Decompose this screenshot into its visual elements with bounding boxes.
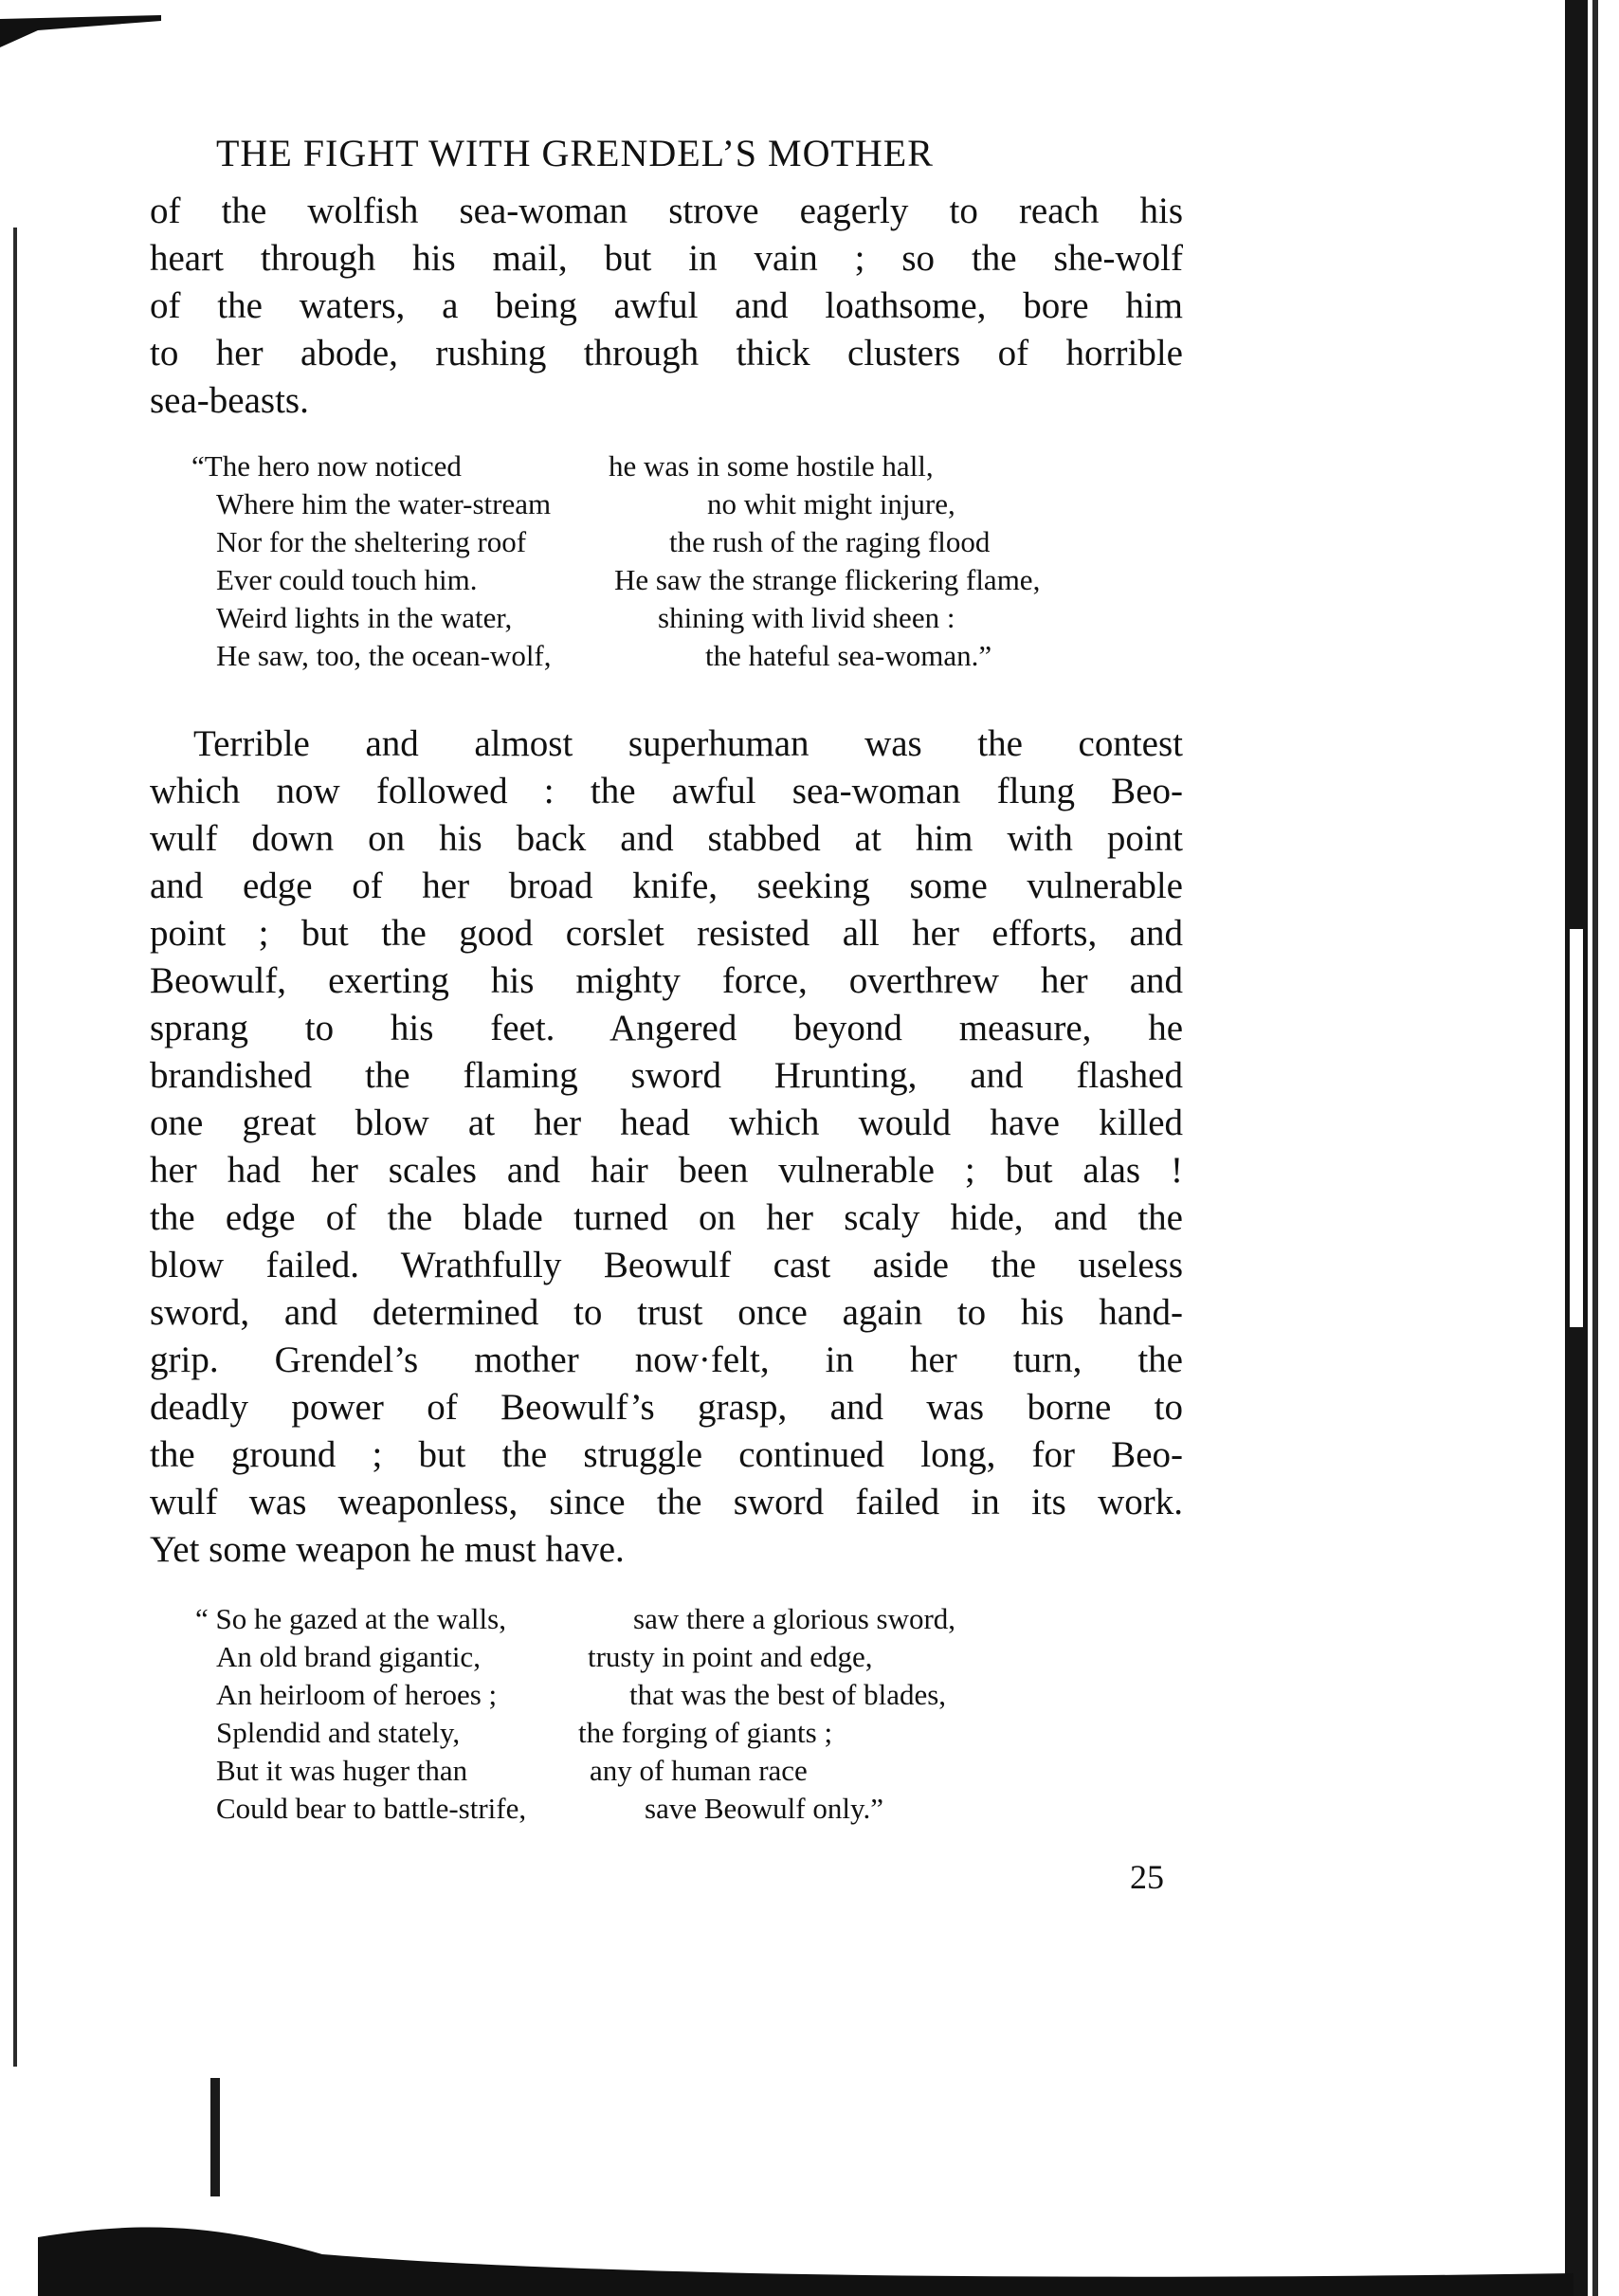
text-line: wulf was weaponless, since the sword failed in its work. (150, 1482, 1183, 1522)
verse-line (191, 561, 1196, 599)
verse-first-half: Splendid and stately, (216, 1716, 461, 1749)
verse-second-half: the forging of giants ; (578, 1716, 833, 1749)
verse-line (195, 1752, 1200, 1790)
verse-first-half: “The hero now noticed (191, 449, 462, 483)
text-line: blow failed. Wrathfully Beowulf cast aside the useless (150, 1245, 1183, 1285)
scan-right-edge-thin (1592, 0, 1598, 2296)
verse-line (195, 1790, 1200, 1828)
verse-first-half: Weird lights in the water, (216, 601, 513, 634)
text-line: Terrible and almost superhuman was the contest (193, 723, 1183, 764)
text-line: wulf down on his back and stabbed at him with point (150, 818, 1183, 859)
verse-first-half: An heirloom of heroes ; (216, 1678, 498, 1711)
verse-line (191, 447, 1196, 485)
verse-first-half: He saw, too, the ocean-wolf, (216, 639, 552, 672)
verse-second-half: trusty in point and edge, (588, 1640, 873, 1673)
verse-line (191, 637, 1196, 675)
text-line: and edge of her broad knife, seeking some vulnerable (150, 866, 1183, 906)
text-line: sprang to his feet. Angered beyond measure, he (150, 1008, 1183, 1048)
text-line: point ; but the good corslet resisted all her efforts, and (150, 913, 1183, 954)
scan-corner-mark (0, 15, 161, 47)
verse-quotation-1 (191, 447, 1196, 675)
text-line: which now followed : the awful sea-woman flung Beo- (150, 771, 1183, 811)
scan-bottom-edge (38, 2199, 1574, 2296)
verse-second-half: save Beowulf only.” (645, 1792, 883, 1825)
verse-line (195, 1638, 1200, 1676)
verse-line (191, 599, 1196, 637)
verse-first-half: Nor for the sheltering roof (216, 525, 527, 558)
verse-second-half: no whit might injure, (707, 487, 955, 520)
scan-edge-gap (1570, 929, 1583, 1327)
verse-first-half: But it was huger than (216, 1754, 468, 1787)
verse-first-half: Could bear to battle-strife, (216, 1792, 527, 1825)
verse-first-half: Ever could touch him. (216, 563, 478, 596)
verse-second-half: that was the best of blades, (629, 1678, 947, 1711)
verse-line (191, 523, 1196, 561)
paragraph-1 (150, 188, 1183, 425)
text-line: one great blow at her head which would have killed (150, 1102, 1183, 1143)
text-line: of the waters, a being awful and loathsome, bore him (150, 285, 1183, 326)
text-line: the edge of the blade turned on her scaly hide, and the (150, 1197, 1183, 1238)
verse-second-half: saw there a glorious sword, (633, 1602, 956, 1635)
text-line: to her abode, rushing through thick clusters of horrible (150, 333, 1183, 374)
text-line: heart through his mail, but in vain ; so the she-wolf (150, 238, 1183, 279)
text-line: Beowulf, exerting his mighty force, overthrew her and (150, 960, 1183, 1001)
text-line: deadly power of Beowulf’s grasp, and was borne to (150, 1387, 1183, 1428)
page-number: 25 (1130, 1858, 1164, 1896)
scan-bottom-left-mark (210, 2078, 220, 2196)
verse-second-half: He saw the strange flickering flame, (614, 563, 1041, 596)
verse-second-half: shining with livid sheen : (658, 601, 955, 634)
verse-first-half: Where him the water-stream (216, 487, 552, 520)
verse-second-half: the hateful sea-woman.” (705, 639, 992, 672)
running-head: THE FIGHT WITH GRENDEL’S MOTHER (216, 132, 934, 174)
verse-line (191, 485, 1196, 523)
verse-second-half: the rush of the raging flood (669, 525, 991, 558)
verse-second-half: he was in some hostile hall, (609, 449, 934, 483)
text-line: of the wolfish sea-woman strove eagerly to reach his (150, 191, 1183, 231)
verse-quotation-2 (195, 1600, 1200, 1828)
scan-left-edge (13, 228, 17, 2067)
verse-line (195, 1600, 1200, 1638)
verse-first-half: “ So he gazed at the walls, (195, 1602, 506, 1635)
text-line: brandished the flaming sword Hrunting, and flashed (150, 1055, 1183, 1096)
paragraph-2 (150, 720, 1183, 1574)
verse-line (195, 1676, 1200, 1714)
verse-line (195, 1714, 1200, 1752)
verse-first-half: An old brand gigantic, (216, 1640, 481, 1673)
text-line: grip. Grendel’s mother now·felt, in her turn, the (150, 1339, 1183, 1380)
text-line: Yet some weapon he must have. (150, 1529, 625, 1570)
verse-second-half: any of human race (590, 1754, 808, 1787)
text-line: sea-beasts. (150, 380, 309, 421)
text-line: her had her scales and hair been vulnerable ; but alas ! (150, 1150, 1183, 1191)
text-line: the ground ; but the struggle continued long, for Beo- (150, 1434, 1183, 1475)
text-line: sword, and determined to trust once again to his hand- (150, 1292, 1183, 1333)
